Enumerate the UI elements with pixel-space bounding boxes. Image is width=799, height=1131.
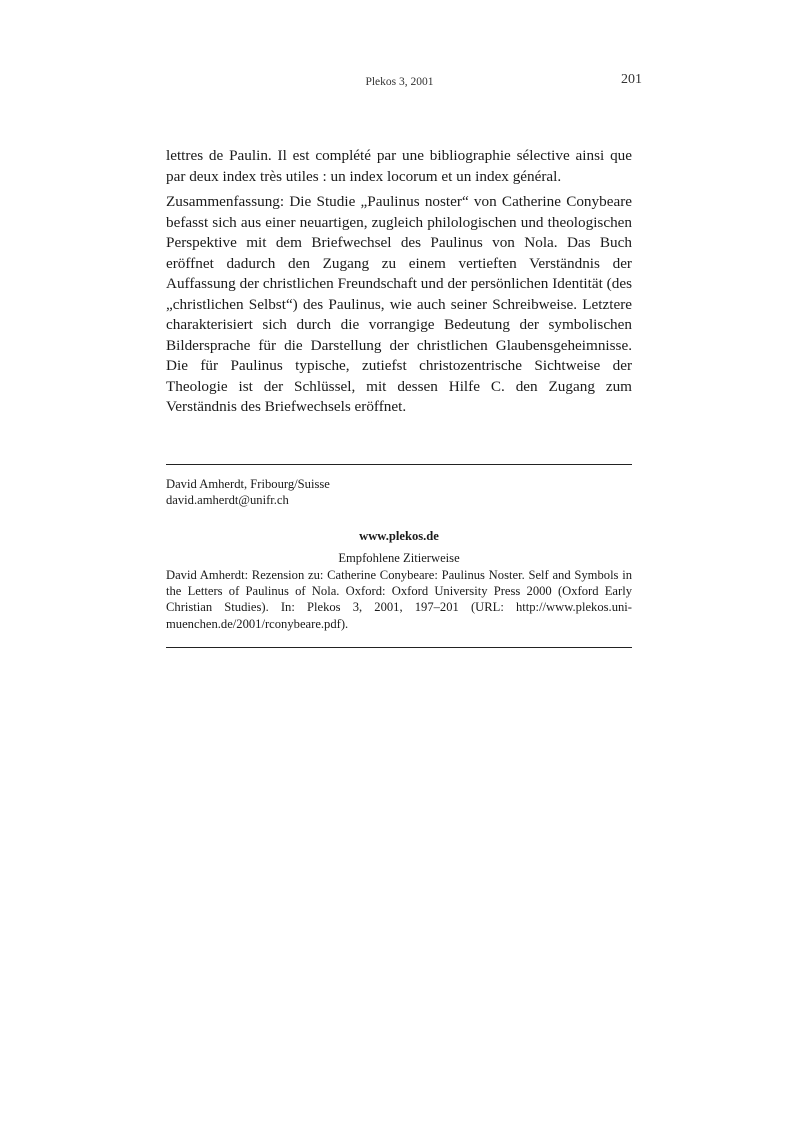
- paragraph-french-ending: lettres de Paulin. Il est complété par une bibliographie sélective ainsi que par deux index très utiles : un index locorum et un index général.: [166, 147, 632, 185]
- author-block: [166, 476, 632, 508]
- running-header: Plekos 3, 2001: [365, 76, 434, 88]
- review-body: [166, 146, 632, 423]
- divider-bottom: [166, 647, 632, 648]
- author-name-location: David Amherdt, Fribourg/Suisse: [166, 477, 330, 491]
- divider-top: [166, 464, 632, 465]
- page-number: 201: [621, 72, 642, 87]
- author-email: david.amherdt@unifr.ch: [166, 493, 289, 507]
- paragraph-zusammenfassung: Zusammenfassung: Die Studie „Paulinus noster“ von Catherine Conybeare befasst sich aus einer neuartigen, zugleich philologischen und theologischen Perspektive mit dem Briefwechsel des Paulinus von Nola. Das Buch eröffnet dadurch den Zugang zu einem vertieften Verständnis der Auffassung der christlichen Freundschaft und der persönlichen Identität (des „christlichen Selbst“) des Paulinus, wie auch seiner Schreibweise. Letztere charakterisiert sich durch die vorrangige Bedeutung der symbolischen Bildersprache für die Darstellung der christlichen Glaubensgeheimnisse. Die für Paulinus typische, zutiefst christozentrische Sichtweise der Theologie ist der Schlüssel, mit dessen Hilfe C. den Zugang zum Verständnis des Briefwechsels eröffnet.: [166, 193, 632, 415]
- citation-text: David Amherdt: Rezension zu: Catherine Conybeare: Paulinus Noster. Self and Symbols in the Letters of Paulinus of Nola. Oxford: Oxford University Press 2000 (Oxford Early Christian Studies). In: Plekos 3, 2001, 197–201 (URL: http://www.plekos.uni-muenchen.de/2001/rconybeare.pdf).: [166, 568, 632, 631]
- site-url: www.plekos.de: [359, 529, 439, 543]
- citation-heading: Empfohlene Zitierweise: [338, 551, 460, 565]
